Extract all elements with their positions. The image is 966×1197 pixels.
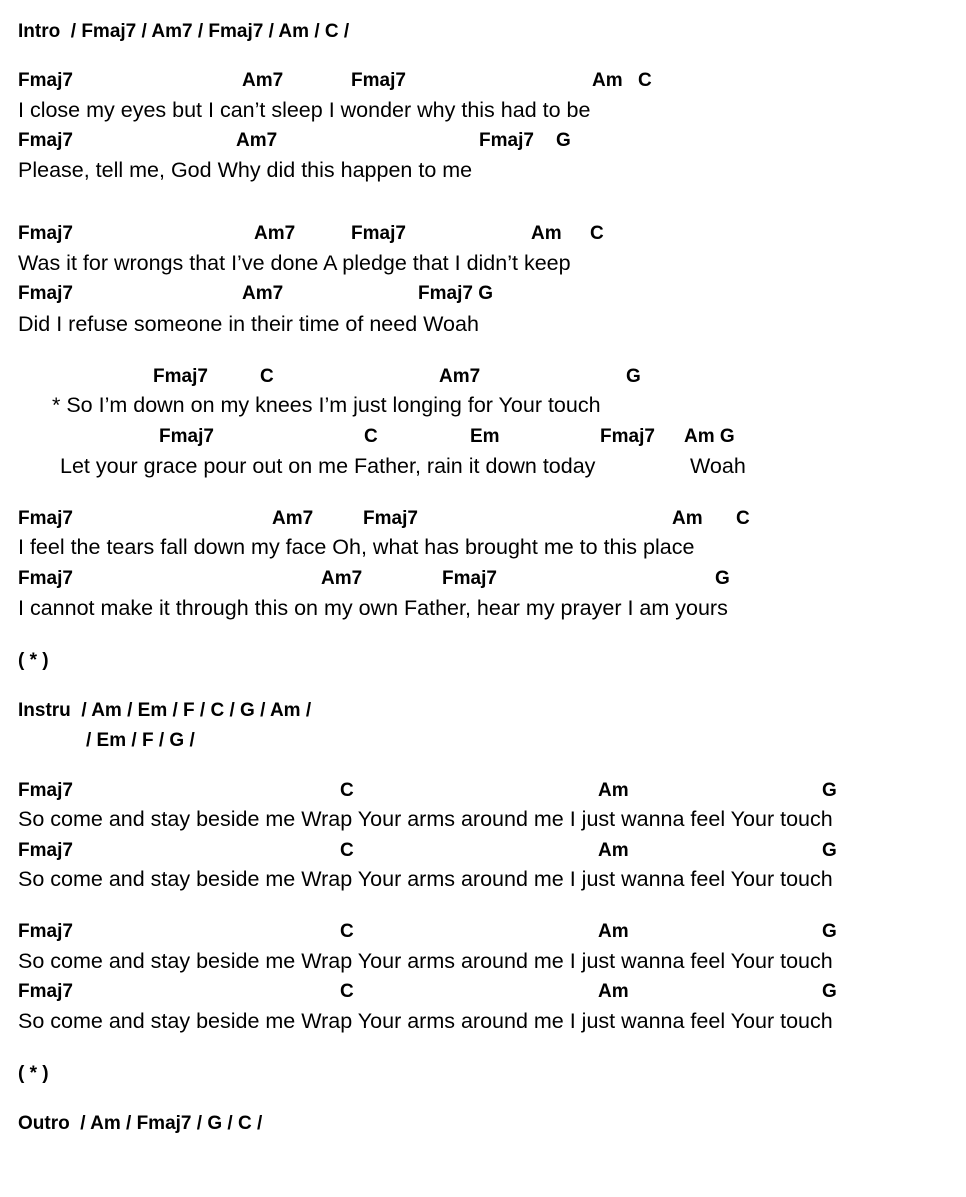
chord-line: Intro / Fmaj7 / Am7 / Fmaj7 / Am / C /: [18, 21, 350, 42]
chord: Em: [470, 426, 500, 447]
chord: Am G: [684, 426, 735, 447]
chord: Am: [598, 840, 629, 861]
chord: Fmaj7: [18, 568, 73, 589]
chord: G: [822, 981, 837, 1002]
chord: Fmaj7: [363, 508, 418, 529]
lyric-line: Woah: [690, 454, 746, 478]
chord-line: ( * ): [18, 650, 49, 671]
chord: Fmaj7: [18, 780, 73, 801]
chord: G: [822, 840, 837, 861]
lyric-line: So come and stay beside me Wrap Your arms around me I just wanna feel Your touch: [18, 949, 833, 973]
chord: Am: [598, 981, 629, 1002]
lyric-line: So come and stay beside me Wrap Your arms around me I just wanna feel Your touch: [18, 1009, 833, 1033]
chord: Fmaj7: [351, 223, 406, 244]
chord-line: ( * ): [18, 1063, 49, 1084]
lyric-line: I feel the tears fall down my face Oh, what has brought me to this place: [18, 535, 695, 559]
chord: Am7: [242, 283, 284, 304]
chord: Fmaj7: [600, 426, 655, 447]
lyric-line: I cannot make it through this on my own Father, hear my prayer I am yours: [18, 596, 728, 620]
chord: Fmaj7: [159, 426, 214, 447]
lyric-line: Let your grace pour out on me Father, rain it down today: [60, 454, 596, 478]
chord: G: [626, 366, 641, 387]
chord: Am7: [242, 70, 284, 91]
chord: C: [260, 366, 274, 387]
chord: Am7: [236, 130, 278, 151]
chord: Fmaj7: [18, 223, 73, 244]
lyric-line: I close my eyes but I can’t sleep I wonder why this had to be: [18, 98, 591, 122]
chord: Fmaj7: [18, 283, 73, 304]
chord: Am7: [272, 508, 314, 529]
chord: Fmaj7: [153, 366, 208, 387]
chord: Am7: [439, 366, 481, 387]
lyric-line: So come and stay beside me Wrap Your arms around me I just wanna feel Your touch: [18, 807, 833, 831]
chord: C: [364, 426, 378, 447]
lyric-line: Was it for wrongs that I’ve done A pledge that I didn’t keep: [18, 251, 571, 275]
chord: Fmaj7: [18, 130, 73, 151]
chord: Fmaj7 G: [418, 283, 493, 304]
chord: G: [556, 130, 571, 151]
chord: G: [715, 568, 730, 589]
chord: C: [638, 70, 652, 91]
chord-line: / Em / F / G /: [86, 730, 195, 751]
lyric-line: * So I’m down on my knees I’m just longing for Your touch: [52, 393, 601, 417]
chord: Am: [598, 921, 629, 942]
lyric-line: So come and stay beside me Wrap Your arms around me I just wanna feel Your touch: [18, 867, 833, 891]
chord: Am: [598, 780, 629, 801]
chord: Am: [592, 70, 623, 91]
chord: Am7: [254, 223, 296, 244]
lyric-line: Did I refuse someone in their time of need Woah: [18, 312, 479, 336]
chord: Am: [672, 508, 703, 529]
chord: Fmaj7: [18, 70, 73, 91]
chord: Fmaj7: [18, 921, 73, 942]
chord: C: [736, 508, 750, 529]
chord-line: Outro / Am / Fmaj7 / G / C /: [18, 1113, 263, 1134]
chord: C: [590, 223, 604, 244]
chord-line: Instru / Am / Em / F / C / G / Am /: [18, 700, 312, 721]
chord: Fmaj7: [479, 130, 534, 151]
chord: G: [822, 780, 837, 801]
chord: Fmaj7: [442, 568, 497, 589]
chord: C: [340, 921, 354, 942]
chord: C: [340, 981, 354, 1002]
chord: Fmaj7: [18, 981, 73, 1002]
chord: Am: [531, 223, 562, 244]
chord: C: [340, 780, 354, 801]
chord: G: [822, 921, 837, 942]
chord: C: [340, 840, 354, 861]
chord: Fmaj7: [18, 840, 73, 861]
chord: Fmaj7: [351, 70, 406, 91]
chord: Am7: [321, 568, 363, 589]
lyric-line: Please, tell me, God Why did this happen to me: [18, 158, 473, 182]
chord: Fmaj7: [18, 508, 73, 529]
